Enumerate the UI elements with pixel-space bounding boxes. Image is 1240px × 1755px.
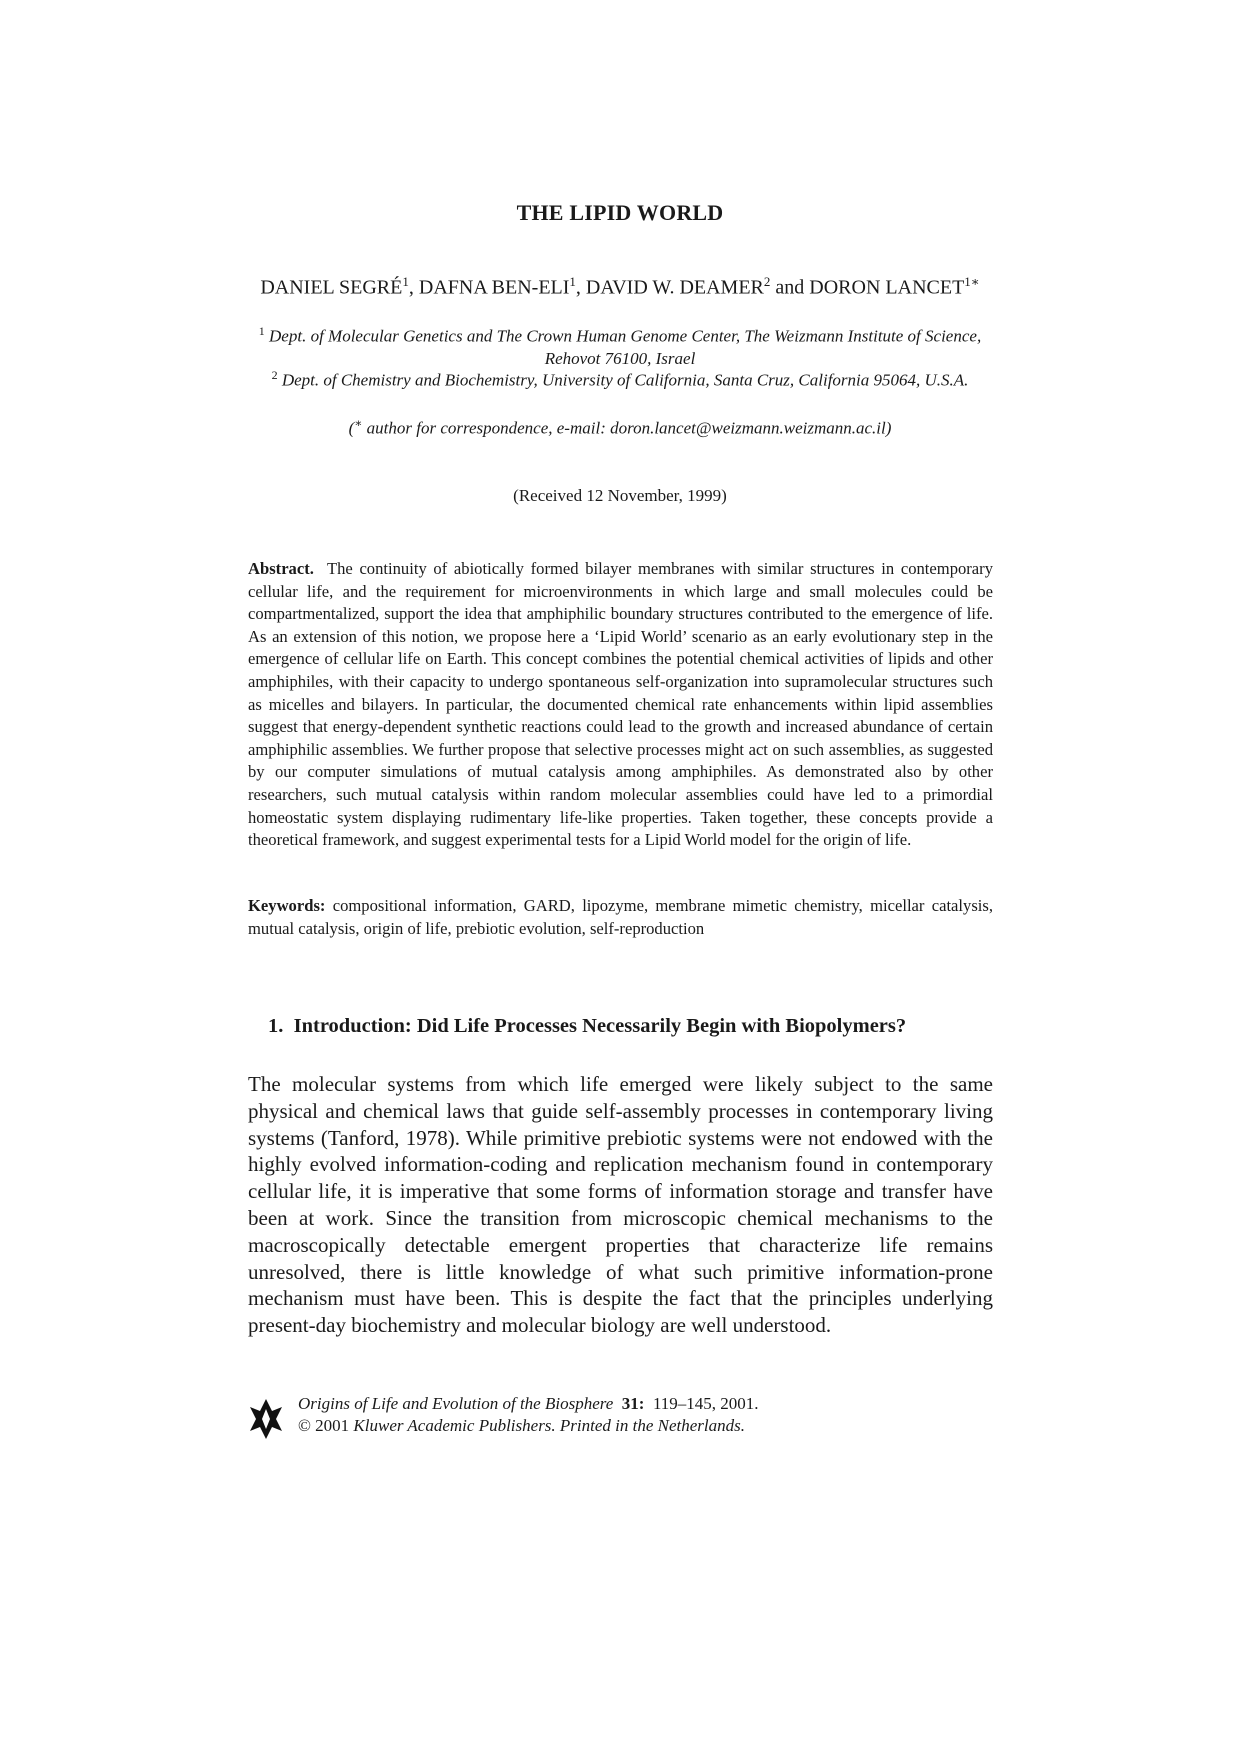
journal-citation xyxy=(298,1393,759,1437)
affiliation-1 xyxy=(250,320,990,370)
author-affil-mark: 2 xyxy=(763,274,771,289)
author-separator: , xyxy=(408,276,419,299)
copyright: © 2001 xyxy=(298,1416,350,1435)
correspondence-text: author for correspondence, e-mail: doron.lancet@weizmann.weizmann.ac.il) xyxy=(362,418,892,438)
abstract-label: Abstract. xyxy=(248,559,314,578)
author-list xyxy=(250,270,990,300)
journal-name: Origins of Life and Evolution of the Biosphere xyxy=(298,1394,614,1413)
received-date: (Received 12 November, 1999) xyxy=(513,486,727,505)
affiliation-text: Dept. of Molecular Genetics and The Crown Human Genome Center, The Weizmann Institute of Science, Rehovot 76100, Israel xyxy=(269,326,982,368)
section-heading: 1. Introduction: Did Life Processes Necessarily Begin with Biopolymers? xyxy=(268,1015,907,1037)
abstract-text: The continuity of abiotically formed bilayer membranes with similar structures in contemporary cellular life, and the requirement for microenvironments in which large and small molecules could be compartmentalized, support the idea that amphiphilic boundary structures contributed to the emergence of life. As an extension of this notion, we propose here a ‘Lipid World’ scenario as an early evolutionary step in the emergence of cellular life on Earth. This concept combines the potential chemical activities of lipids and other amphiphiles, with their capacity to undergo spontaneous self-organization into supramolecular structures such as micelles and bilayers. In particular, the documented chemical rate enhancements within lipid assemblies suggest that energy-dependent synthetic reactions could lead to the growth and increased abundance of certain amphiphilic assemblies. We further propose that selective processes might act on such assemblies, as suggested by our computer simulations of mutual catalysis among amphiphiles. As demonstrated also by other researchers, such mutual catalysis within random molecular assemblies could have led to a primordial homeostatic system displaying rudimentary life-like properties. Taken together, these concepts provide a theoretical framework, and suggest experimental tests for a Lipid World model for the origin of life. xyxy=(248,559,993,850)
publisher-line: Kluwer Academic Publishers. Printed in the Netherlands. xyxy=(353,1416,746,1435)
author-affil-mark: 1 xyxy=(569,274,576,289)
keywords xyxy=(248,895,993,940)
correspondence-prefix: ( xyxy=(348,418,355,438)
journal-footer xyxy=(248,1393,993,1453)
journal-volume: 31: xyxy=(621,1394,645,1413)
correspondence-mark: ∗ xyxy=(354,416,363,430)
affiliation-mark: 2 xyxy=(271,368,278,382)
keywords-text: compositional information, GARD, lipozyme, membrane mimetic chemistry, micellar catalysis, mutual catalysis, origin of life, prebiotic evolution, self-reproduction xyxy=(248,896,993,938)
author-separator: and xyxy=(770,276,810,299)
paper-title: THE LIPID WORLD xyxy=(516,200,724,225)
affiliation-2 xyxy=(250,364,990,392)
abstract xyxy=(248,558,993,852)
author-name: DAVID W. DEAMER xyxy=(585,276,764,299)
correspondence-note xyxy=(250,412,990,440)
author-name: DANIEL SEGRÉ xyxy=(260,276,403,299)
affiliation-text: Dept. of Chemistry and Biochemistry, University of California, Santa Cruz, California 95064, U.S.A. xyxy=(281,370,969,390)
journal-pages: 119–145, 2001. xyxy=(652,1394,759,1413)
author-name: DAFNA BEN-ELI xyxy=(418,276,570,299)
author-affil-mark: 1∗ xyxy=(964,274,980,289)
publisher-logo-icon xyxy=(248,1397,284,1441)
keywords-label: Keywords: xyxy=(248,896,326,915)
author-name: DORON LANCET xyxy=(809,276,965,299)
body-paragraph: The molecular systems from which life emerged were likely subject to the same physical and chemical laws that guide self-assembly processes in contemporary living systems (Tanford, 1978). While primitive prebiotic systems were not endowed with the highly evolved information-coding and replication mechanism found in contemporary cellular life, it is imperative that some forms of information storage and transfer have been at work. Since the transition from microscopic chemical mechanisms to the macroscopically detectable emergent properties that characterize life remains unresolved, there is little knowledge of what such primitive information-prone mechanism must have been. This is despite the fact that the principles underlying present-day biochemistry and molecular biology are well understood. xyxy=(248,1072,993,1338)
affiliation-mark: 1 xyxy=(258,324,265,338)
author-affil-mark: 1 xyxy=(402,274,409,289)
author-separator: , xyxy=(575,276,586,299)
